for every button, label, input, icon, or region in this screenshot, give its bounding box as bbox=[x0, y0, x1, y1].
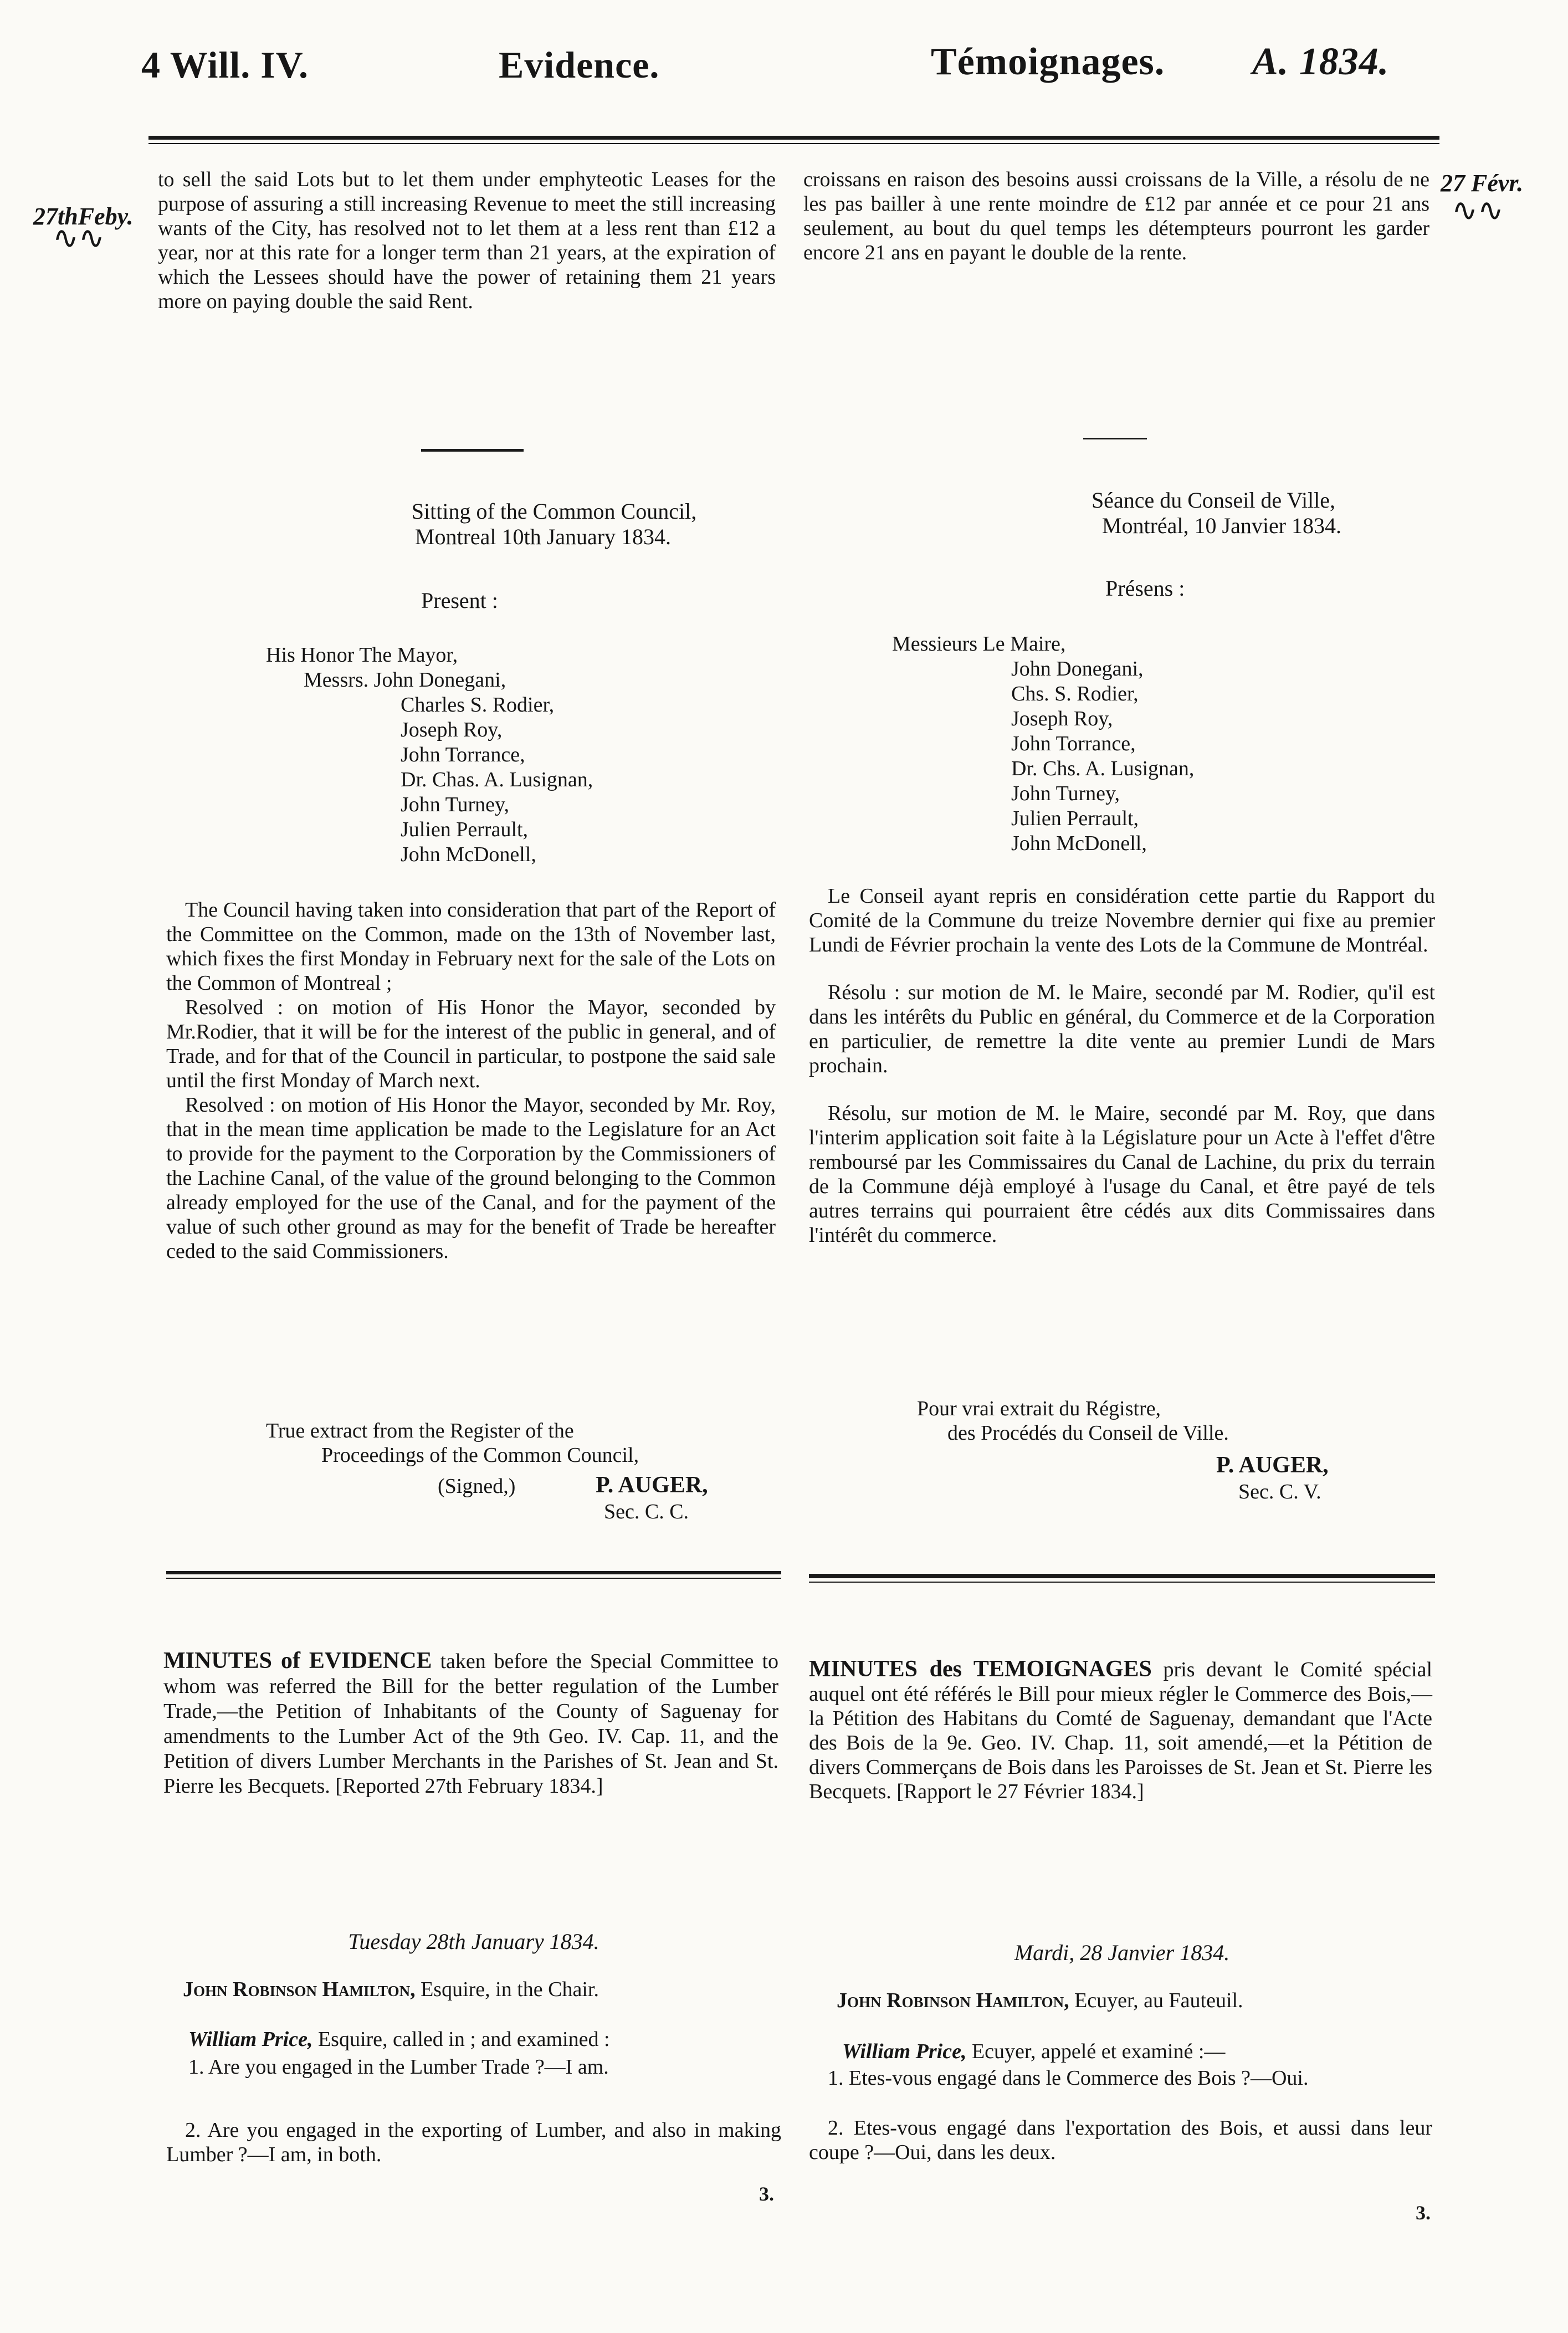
member: Julien Perrault, bbox=[401, 818, 529, 841]
question-1-fr: 1. Etes-vous engagé dans le Commerce des Bois ?—Oui. bbox=[828, 2066, 1309, 2090]
margin-swash-left: ∿∿ bbox=[53, 221, 105, 255]
minutes-heading-fr: MINUTES des TEMOIGNAGES pris devant le Comité spécial auquel ont été référés le Bill pour mieux régler le Commerce des Bois,—la Pétition des Habitans du Comté de Saguenay, demandant que l'Acte des Bois de la 9e. Geo. IV. Chap. 11, soit amendé,—et la Pétition de divers Commerçans de Bois dans les Paroisses de St. Jean et St. Pierre les Becquets. [Rapport le 27 Février 1834.] bbox=[809, 1656, 1433, 1803]
member: John Turney, bbox=[401, 793, 510, 816]
member: John Torrance, bbox=[1011, 732, 1136, 755]
question-1-en: 1. Are you engaged in the Lumber Trade ?—I am. bbox=[188, 2055, 609, 2079]
top-paragraph-fr: croissans en raison des besoins aussi croissans de la Ville, a résolu de ne les pas bailler à une rente moindre de £12 par année et ce pour 21 ans seulement, au bout du quel temps les détempteurs pourront les garder encore 21 ans en payant le double de la rente. bbox=[803, 168, 1429, 264]
member: John Torrance, bbox=[401, 743, 525, 766]
present-label-en: Present : bbox=[421, 588, 498, 613]
header-year-mark: A. 1834. bbox=[1252, 40, 1390, 83]
sitting-title-en: Sitting of the Common Council, Montreal 10th January 1834. bbox=[411, 499, 697, 549]
signature-mark-fr: 3. bbox=[1416, 2202, 1431, 2224]
witness-line-en: William Price, Esquire, called in ; and examined : bbox=[188, 2028, 610, 2051]
margin-date-right: 27 Févr. bbox=[1441, 170, 1524, 197]
minutes-des-temoignages-label: MINUTES des TEMOIGNAGES bbox=[809, 1656, 1152, 1682]
extract-en: True extract from the Register of the Proceedings of the Common Council, bbox=[266, 1419, 639, 1467]
section-rule-fr-thick bbox=[809, 1574, 1435, 1578]
separator-en bbox=[421, 449, 524, 452]
margin-swash-right: ∿∿ bbox=[1452, 193, 1504, 228]
present-label-fr: Présens : bbox=[1105, 576, 1185, 601]
header-temoignages: Témoignages. bbox=[931, 40, 1165, 83]
sitting-title-fr: Séance du Conseil de Ville, Montréal, 10 Janvier 1834. bbox=[1091, 488, 1342, 538]
sitting-date-fr: Mardi, 28 Janvier 1834. bbox=[1014, 1940, 1230, 1965]
section-rule-en-thick bbox=[166, 1571, 781, 1574]
header-rule-thin bbox=[148, 143, 1439, 144]
member: Julien Perrault, bbox=[1011, 807, 1139, 830]
member: John Donegani, bbox=[1011, 657, 1144, 681]
header-evidence: Evidence. bbox=[499, 44, 660, 86]
chair-line-en: John Robinson Hamilton, Esquire, in the Chair. bbox=[183, 1978, 599, 2001]
signature-mark-en: 3. bbox=[759, 2183, 774, 2205]
member: John Turney, bbox=[1011, 782, 1120, 805]
header-rule-thick bbox=[148, 136, 1439, 140]
signature-sec-fr: Sec. C. V. bbox=[1238, 1480, 1321, 1503]
member: Chs. S. Rodier, bbox=[1011, 682, 1139, 705]
section-rule-en-thin bbox=[166, 1578, 781, 1579]
member: Messrs. John Donegani, bbox=[304, 668, 506, 692]
chair-line-fr: John Robinson Hamilton, Ecuyer, au Fauteuil. bbox=[837, 1989, 1243, 2012]
minutes-of-evidence-label: MINUTES of EVIDENCE bbox=[163, 1648, 432, 1674]
member: Joseph Roy, bbox=[401, 718, 503, 741]
signature-name-en: P. AUGER, bbox=[596, 1472, 708, 1498]
top-paragraph-en: to sell the said Lots but to let them under emphyteotic Leases for the purpose of assuring a still increasing Revenue to meet the still increasing wants of the City, has resolved not to let them at a less rent than £12 a year, nor at this rate for a longer term than 21 years, at the expiration of which the Lessees should have the power of retaining them 21 years more on paying double the said Rent. bbox=[158, 168, 776, 313]
separator-fr bbox=[1083, 438, 1147, 439]
witness-line-fr: William Price, Ecuyer, appelé et examiné :— bbox=[842, 2040, 1226, 2063]
margin-date-left: 27thFeby. bbox=[33, 203, 134, 230]
member: His Honor The Mayor, bbox=[266, 643, 458, 667]
signed-label-en: (Signed,) bbox=[438, 1475, 516, 1498]
member: Dr. Chas. A. Lusignan, bbox=[401, 768, 593, 791]
signature-sec-en: Sec. C. C. bbox=[604, 1500, 689, 1523]
resolutions-fr: Le Conseil ayant repris en considération cette partie du Rapport du Comité de la Commune du treize Novembre dernier qui fixe au premier Lundi de Février prochain la vente des Lots de la Commune de Montréal. Résolu : sur motion de M. le Maire, secondé par M. Rodier, qu'il est dans les intérêts du Public en général, du Commerce et de la Corporation en particulier, de remettre la dite vente au premier Lundi de Mars prochain. Résolu, sur motion de M. le Maire, secondé par M. Roy, que dans l'interim application soit faite à la Législature pour un Acte à l'effet d'être remboursé par les Commissaires du Canal de Lachine, du prix du terrain de la Commune déjà employé à l'usage du Canal, et être payé de tels autres terrains qui pourraient être cédés aux dits Commissaires dans l'intérêt du commerce. bbox=[809, 884, 1435, 1247]
extract-fr: Pour vrai extrait du Régistre, des Procédés du Conseil de Ville. bbox=[917, 1397, 1229, 1445]
sitting-date-en: Tuesday 28th January 1834. bbox=[348, 1929, 599, 1954]
question-2-fr: 2. Etes-vous engagé dans l'exportation des Bois, et aussi dans leur coupe ?—Oui, dans les deux. bbox=[809, 2116, 1432, 2164]
header-regnal: 4 Will. IV. bbox=[141, 44, 309, 86]
members-list-fr bbox=[892, 632, 1194, 856]
question-2-en: 2. Are you engaged in the exporting of Lumber, and also in making Lumber ?—I am, in both. bbox=[166, 2119, 781, 2166]
member: Messieurs Le Maire, bbox=[892, 632, 1066, 656]
member: Joseph Roy, bbox=[1011, 707, 1113, 730]
member: John McDonell, bbox=[1011, 832, 1147, 855]
section-rule-fr-thin bbox=[809, 1582, 1435, 1583]
member: Charles S. Rodier, bbox=[401, 693, 555, 717]
signature-name-fr: P. AUGER, bbox=[1216, 1452, 1329, 1478]
member: Dr. Chs. A. Lusignan, bbox=[1011, 757, 1195, 780]
members-list-en bbox=[266, 643, 593, 867]
minutes-heading-en: MINUTES of EVIDENCE taken before the Special Committee to whom was referred the Bill for the better regulation of the Lumber Trade,—the Petition of Inhabitants of the County of Saguenay for amendments to the Lumber Act of the 9th Geo. IV. Cap. 11, and the Petition of divers Lumber Merchants in the Parishes of St. Jean and St. Pierre les Becquets. [Reported 27th February 1834.] bbox=[163, 1648, 779, 1798]
resolutions-en: The Council having taken into consideration that part of the Report of the Committee on the Common, made on the 13th of November last, which fixes the first Monday in February next for the sale of the Lots on the Common of Montreal ; Resolved : on motion of His Honor the Mayor, seconded by Mr.Rodier, that it will be for the interest of the public in general, and of Trade, and for that of the Council in particular, to postpone the said sale until the first Monday of March next. Resolved : on motion of His Honor the Mayor, seconded by Mr. Roy, that in the mean time application be made to the Legislature for an Act to provide for the payment to the Corporation by the Commissioners of the Lachine Canal, of the value of the ground belonging to the Common already employed for the use of the Canal, and for the payment of the value of such other ground as may for the benefit of Trade be hereafter ceded to the said Commissioners. bbox=[166, 898, 776, 1263]
member: John McDonell, bbox=[401, 843, 536, 866]
